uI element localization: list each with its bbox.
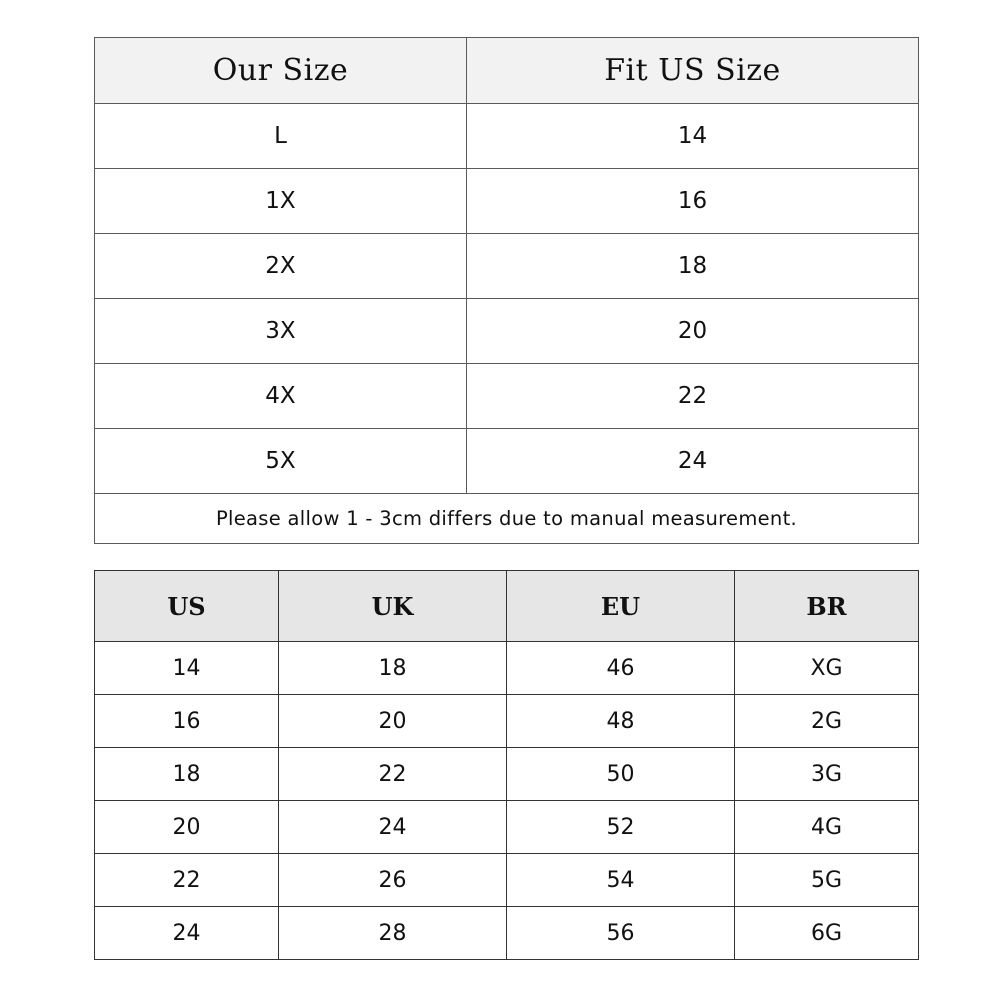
header-fit-us-size: Fit US Size: [467, 38, 919, 104]
us-cell: 20: [95, 801, 279, 854]
us-cell: 16: [95, 695, 279, 748]
table-row: [95, 854, 919, 907]
uk-cell: 24: [279, 801, 507, 854]
br-cell: 5G: [735, 854, 919, 907]
br-cell: XG: [735, 642, 919, 695]
table-row: [95, 642, 919, 695]
our-size-cell: 4X: [95, 364, 467, 429]
table-row: [95, 169, 919, 234]
us-cell: 22: [95, 854, 279, 907]
uk-cell: 26: [279, 854, 507, 907]
us-cell: 18: [95, 748, 279, 801]
uk-cell: 22: [279, 748, 507, 801]
eu-cell: 48: [507, 695, 735, 748]
br-cell: 4G: [735, 801, 919, 854]
table-row: [95, 748, 919, 801]
us-size-cell: 14: [467, 104, 919, 169]
br-cell: 3G: [735, 748, 919, 801]
table-row: [95, 429, 919, 494]
header-eu: EU: [507, 571, 735, 642]
size-conversion-table: [94, 570, 919, 960]
uk-cell: 18: [279, 642, 507, 695]
eu-cell: 54: [507, 854, 735, 907]
us-size-cell: 22: [467, 364, 919, 429]
us-cell: 14: [95, 642, 279, 695]
us-size-cell: 24: [467, 429, 919, 494]
note-row: [95, 494, 919, 544]
eu-cell: 52: [507, 801, 735, 854]
our-size-cell: 5X: [95, 429, 467, 494]
our-size-cell: 3X: [95, 299, 467, 364]
header-br: BR: [735, 571, 919, 642]
table-row: [95, 234, 919, 299]
eu-cell: 46: [507, 642, 735, 695]
uk-cell: 28: [279, 907, 507, 960]
table-row: [95, 801, 919, 854]
our-size-cell: L: [95, 104, 467, 169]
br-cell: 6G: [735, 907, 919, 960]
table-row: [95, 695, 919, 748]
eu-cell: 50: [507, 748, 735, 801]
table-row: [95, 364, 919, 429]
us-size-cell: 16: [467, 169, 919, 234]
table-row: [95, 104, 919, 169]
header-uk: UK: [279, 571, 507, 642]
uk-cell: 20: [279, 695, 507, 748]
us-cell: 24: [95, 907, 279, 960]
us-size-cell: 20: [467, 299, 919, 364]
eu-cell: 56: [507, 907, 735, 960]
header-us: US: [95, 571, 279, 642]
size-chart-header-row: [95, 38, 919, 104]
table-row: [95, 907, 919, 960]
br-cell: 2G: [735, 695, 919, 748]
our-size-cell: 1X: [95, 169, 467, 234]
our-size-cell: 2X: [95, 234, 467, 299]
header-our-size: Our Size: [95, 38, 467, 104]
us-size-cell: 18: [467, 234, 919, 299]
conversion-header-row: [95, 571, 919, 642]
table-row: [95, 299, 919, 364]
measurement-note: Please allow 1 - 3cm differs due to manual measurement.: [95, 494, 919, 544]
size-chart-table: [94, 37, 919, 544]
